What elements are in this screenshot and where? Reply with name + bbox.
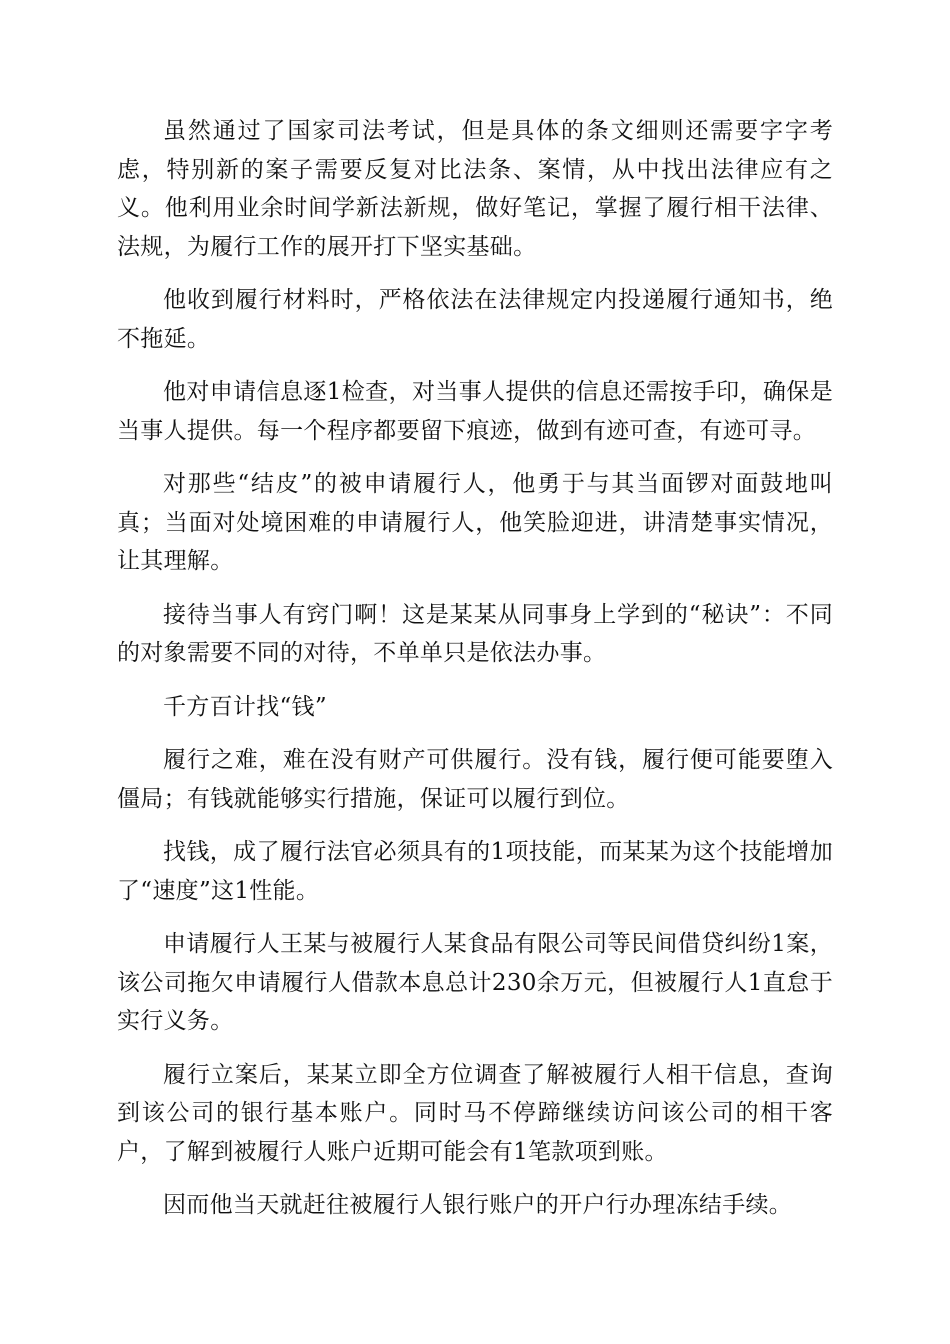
paragraph-difficulty: 履行之难，难在没有财产可供履行。没有钱，履行便可能要堕入僵局；有钱就能够实行措施，保证可以履行到位。	[117, 747, 833, 812]
paragraph-freeze-account: 因而他当天就赶往被履行人银行账户的开户行办理冻结手续。	[163, 1192, 793, 1218]
paragraph-handle-parties: 对那些“结皮”的被申请履行人，他勇于与其当面锣对面鼓地叫真；当面对处境困难的申请履行人，他笑脸迎进，讲清楚事实情况，让其理解。	[117, 471, 833, 574]
paragraph-check-info: 他对申请信息逐1检查，对当事人提供的信息还需按手印，确保是当事人提供。每一个程序都要留下痕迹，做到有迹可查，有迹可寻。	[117, 379, 833, 444]
paragraph-study-law: 虽然通过了国家司法考试，但是具体的条文细则还需要字字考虑，特别新的案子需要反复对比法条、案情，从中找出法律应有之义。他利用业余时间学新法新规，做好笔记，掌握了履行相干法律、法规，为履行工作的展开打下坚实基础。	[117, 118, 833, 260]
paragraph-case-summary: 申请履行人王某与被履行人某食品有限公司等民间借贷纠纷1案，该公司拖欠申请履行人借款本息总计230余万元，但被履行人1直怠于实行义务。	[117, 931, 833, 1034]
paragraph-investigation: 履行立案后，某某立即全方位调查了解被履行人相干信息，查询到该公司的银行基本账户。同时马不停蹄继续访问该公司的相干客户，了解到被履行人账户近期可能会有1笔款项到账。	[117, 1061, 833, 1165]
paragraph-deliver-notice: 他收到履行材料时，严格依法在法律规定内投递履行通知书，绝不拖延。	[117, 287, 833, 352]
section-heading: 千方百计找“钱”	[163, 693, 327, 720]
paragraph-find-money-skill: 找钱，成了履行法官必须具有的1项技能，而某某为这个技能增加了“速度”这1性能。	[117, 839, 833, 904]
paragraph-reception-tips: 接待当事人有窍门啊！这是某某从同事身上学到的“秘诀”：不同的对象需要不同的对待，不单单只是依法办事。	[117, 601, 833, 666]
document-body	[117, 112, 833, 1240]
